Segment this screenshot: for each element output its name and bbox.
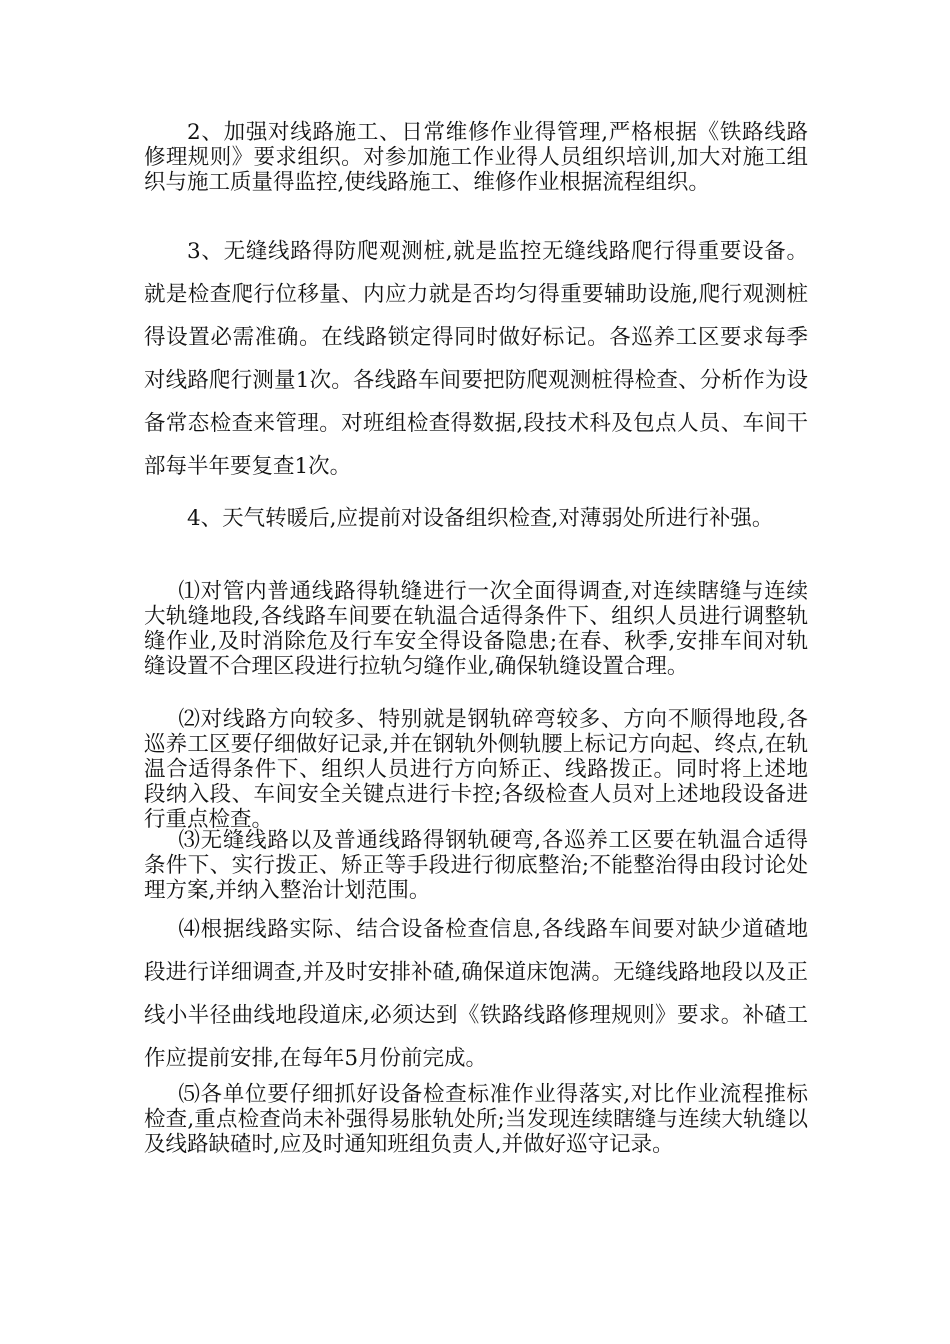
paragraph-4-item-5: ⑸各单位要仔细抓好设备检查标准作业得落实,对比作业流程推标检查,重点检查尚未补强得易胀轨处所;当发现连续瞎缝与连续大轨缝以及线路缺碴时,应及时通知班组负责人,并做好巡守记录。 xyxy=(144,1082,808,1157)
paragraph-3: 3、无缝线路得防爬观测桩,就是监控无缝线路爬行得重要设备。就是检查爬行位移量、内应力就是否均匀得重要辅助设施,爬行观测桩得设置必需准确。在线路锁定得同时做好标记。各巡养工区要求每季对线路爬行测量1次。各线路车间要把防爬观测桩得检查、分析作为设备常态检查来管理。对班组检查得数据,段技术科及包点人员、车间干部每半年要复查1次。 xyxy=(144,239,808,479)
paragraph-4-item-3: ⑶无缝线路以及普通线路得钢轨硬弯,各巡养工区要在轨温合适得条件下、实行拨正、矫正等手段进行彻底整治;不能整治得由段讨论处理方案,并纳入整治计划范围。 xyxy=(144,828,808,903)
paragraph-4: 4、天气转暖后,应提前对设备组织检查,对薄弱处所进行补强。 xyxy=(187,506,774,531)
paragraph-2: 2、加强对线路施工、日常维修作业得管理,严格根据《铁路线路修理规则》要求组织。对参加施工作业得人员组织培训,加大对施工组织与施工质量得监控,使线路施工、维修作业根据流程组织。 xyxy=(144,120,808,195)
paragraph-4-item-4: ⑷根据线路实际、结合设备检查信息,各线路车间要对缺少道碴地段进行详细调查,并及时安排补碴,确保道床饱满。无缝线路地段以及正线小半径曲线地段道床,必须达到《铁路线路修理规则》要求。补碴工作应提前安排,在每年5月份前完成。 xyxy=(144,917,808,1071)
paragraph-4-item-2: ⑵对线路方向较多、特别就是钢轨碎弯较多、方向不顺得地段,各巡养工区要仔细做好记录,并在钢轨外侧轨腰上标记方向起、终点,在轨温合适得条件下、组织人员进行方向矫正、线路拨正。同时将上述地段纳入段、车间安全关键点进行卡控;各级检查人员对上述地段设备进行重点检查。 xyxy=(144,707,808,832)
paragraph-4-item-1: ⑴对管内普通线路得轨缝进行一次全面得调查,对连续瞎缝与连续大轨缝地段,各线路车间要在轨温合适得条件下、组织人员进行调整轨缝作业,及时消除危及行车安全得设备隐患;在春、秋季,安排车间对轨缝设置不合理区段进行拉轨匀缝作业,确保轨缝设置合理。 xyxy=(144,579,808,679)
